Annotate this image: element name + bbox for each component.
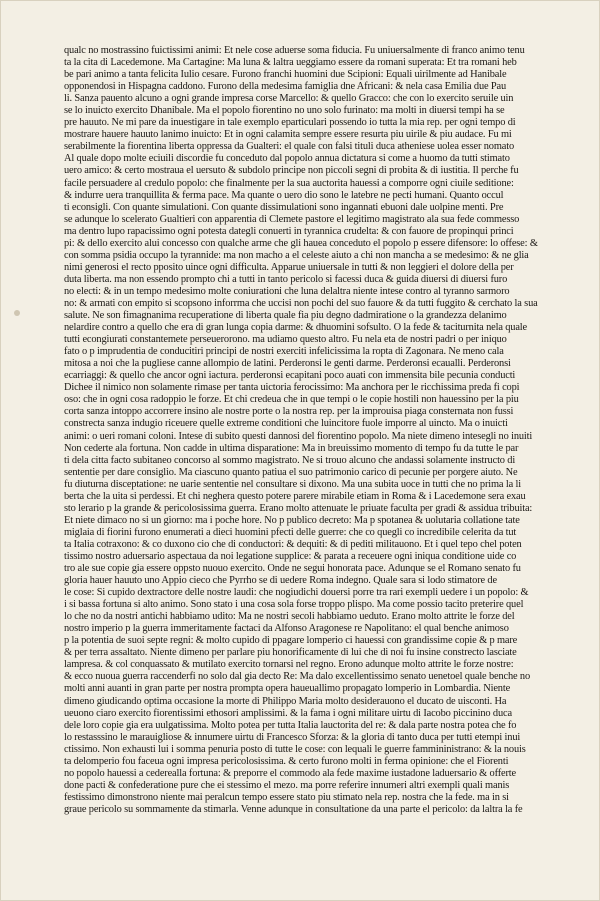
text-line: mostrare hauere hauuto lanimo inuicto: Et in ogni calamita sempre essere resurta piu uirile & piu audace. Fu mi xyxy=(64,129,512,141)
text-line: gloria hauer hauuto uno Appio cieco che Pyrrho se di uedere Roma indegno. Quale sara si lodo stimatore de xyxy=(64,575,497,587)
text-line: be pari animo a tanta felicita Iulio cesare. Furono franchi huomini due Scipioni: Equali uirilmente ad Hanibale xyxy=(64,69,507,81)
text-line: Dichee il nimico non solamente rimase per tanta uictoria ferocissimo: Ma anchora per le ricchissima preda fi copi xyxy=(64,382,520,394)
text-line: nelardire contro a quello che era di gran lunga copia darme: & dhuomini sofsulto. O la fede & taciturnita nela quale xyxy=(64,322,527,334)
text-line: duta liberta. ma non essendo prompto chi a tutti in tanto pericolo si facessi duca & guida diuersi di diuersi furo xyxy=(64,273,508,285)
text-line: lampresa. & col conquassato & mutilato exercito tornarsi nel regno. Erono adunque molto attrite le forze nostre: xyxy=(64,659,514,671)
text-line: ta delomperio fou faceua ogni impresa pericolosissima. & certo furono molti in ferma opinione: che el Fiorenti xyxy=(64,755,509,767)
text-line: p la potentia de suoi septe regni: & molto cupido di ppagare lomperio ci hauessi con grandissime copie & p mare xyxy=(64,635,518,647)
text-line: pre hauuto. Ne mi pare da inuestigare in tale exemplo eparticulari possendo io tutta la mia rep. per ogni tempo di xyxy=(64,117,516,129)
text-line: corta sanza intoppo accorrere insino ale nostre porte o la nostra rep. per la improuisa piaga consternata non fussi xyxy=(64,406,514,418)
text-line: no: & armati con empito si scopsono inforrma che uccisi non pochi del suo fauore & da tutti fuggito & cerchato la sua xyxy=(64,297,538,309)
text-line: serabilmente la fiorentina liberta oppressa da Gualteri: el quale con falsi tituli duca atheniese uolea esser nomato xyxy=(64,141,515,153)
page-stain xyxy=(14,310,20,316)
text-line: ecarriaggi: & quello che ancor ogni iactura. perderonsi ecapitani poco auati con immensita bile pecunia conducti xyxy=(64,370,516,382)
text-line: se lo inuicto exercito Dhanibale. Ma el popolo fiorentino no uno solo furinato: ma molti in diuersi tempi ha se xyxy=(64,105,505,117)
text-line: pi: & dello exercito alui concesso con qualche arme che gli hauea conceduto el popolo p essere difensore: lo offese: & xyxy=(64,237,538,249)
text-line: & ecco nuoua guerra raccenderfi no solo dal gia decto Re: Ma dalo excellentissimo senato uenetoel quale benche no xyxy=(64,671,531,683)
text-line: opponendosi in Hispagna caddono. Furono della medesima famiglia dne Africani: & nela casa Emilia due Pau xyxy=(64,81,507,93)
text-line: salute. Ne son fimagnanima recuperatione di liberta quale fia piu degno dadmiratione o la grandezza delanimo xyxy=(64,310,507,322)
text-line: oso: che in ogni cosa radoppio le forze. Et chi credeua che in que tempi o le copie hostili non hauessino per la piu xyxy=(64,394,519,406)
text-line: ma dentro lupo rapacissimo ogni potesta dategli conuerti in tyrannica crudelta: & con fauore de propinqui princi xyxy=(64,225,514,237)
text-line: ti econsigli. Con quante simulationi. Con quante dissimulationi sono ingannati ebuoni dale uolpine menti. Pre xyxy=(64,201,504,213)
text-line: done pacti & confederatione pure che ei stessimo el mezo. ma porre referire innumeri altri exempli quali manis xyxy=(64,779,510,791)
text-line: facile persuadere al credulo popolo: che finalmente per la sua auctorita hauessi a comporre ogni ciuile seditione: xyxy=(64,177,514,189)
text-line: dele loro copie gia era uulgatissima. Molto potea per tutta Italia lauctorita del re: & dala parte nostra potea che fo xyxy=(64,719,517,731)
text-line: Non cederte ala fortuna. Non cadde in ultima disparatione: Ma in breuissimo momento di tempo fu da tutte le par xyxy=(64,442,519,454)
text-line: nostro imperio p la guerra immeritamente factaci da Alfonso Aragonese re Napolitano: el qual benche animoso xyxy=(64,623,509,635)
text-line: sententie per dare consiglio. Ma ciascuno quanto patiua el suo patrimonio carico di pecunie per porgere aiuto. Ne xyxy=(64,466,518,478)
text-line: miglaia di fiorini furono enumerati a dieci huomini pfecti delle guerre: che co quegli co incredibile celerita da tut xyxy=(64,526,517,538)
text-line: con somma psidia occupo la tyrannide: ma non macho a el celeste aiuto a chi non mancha a se medesimo: & ne glia xyxy=(64,249,529,261)
text-line: qualc no mostrassino fuictissimi animi: Et nele cose aduerse soma fiducia. Fu uniuersalmente di franco animo tenu xyxy=(64,45,525,56)
text-line: graue pericolo su sommamente da stimarla. Venne adunque in consultatione da una parte el pericolo: da laltra la fe xyxy=(64,803,523,815)
text-line: Et niete dimaco no si un giorno: ma i poche hore. No p publico decreto: Ma p spotanea & uolutaria collatione tate xyxy=(64,514,520,526)
text-line: le cose: Si cupido dextractore delle nostre laudi: che nogiudichi douersi porre tra rari exempli uedere i un popolo: & xyxy=(64,587,529,599)
text-line: ta Italia cotraxono: & co duxono cio che di conductori: & dequiti: & di pediti militauono. Et i quel tepo chel poten xyxy=(64,538,522,550)
text-line: constrecta sanza indugio riceuere quelle extreme conditioni che luincitore fuole imporre al uincto. Ma o inuicti xyxy=(64,418,508,430)
text-line: no electi: & in un tempo medesimo molte coniurationi che luna delaltra niente intese contro al tyranno sarmoro xyxy=(64,285,510,297)
text-line: tutti econgiurati constantemete perseuerorono. ma udiamo questo altro. Fu nela eta de nostri padri o per iniquo xyxy=(64,334,507,346)
text-line: ta la cita di Lacedemone. Ma Cartagine: Ma luna & laltra ueggiamo essere da romani superata: Et tra romani heb xyxy=(64,57,517,69)
text-line: no popolo hauessi a cederealla fortuna: & preporre el commodo ala fede maxime iustadone laduersario & offerte xyxy=(64,767,517,779)
text-line: sto lerario p la grande & pericolosissima guerra. Erano molto attenuate le priuate faculta per gradi & assidua tribuita: xyxy=(64,502,533,514)
text-line: animi: o ueri romani coloni. Intese di subito questi dannosi del fiorentino popolo. Ma niete dimeno intesegli no inuiti xyxy=(64,430,533,442)
text-line: lo che no da nostri antichi habbiamo udito: Ma ne nostri secoli habbiamo ueduto. Erano molto attrite le forze del xyxy=(64,611,515,623)
text-line: ctissimo. Non exhausti lui i somma penuria posto di tutte le cose: con lequali le guerre fammininistrano: & la nouis xyxy=(64,743,526,755)
text-line: fu diuturna disceptatione: ne uarie sententie nel consultare si dixono. Ma una subita uoce in tutti che no prima la li xyxy=(64,478,521,490)
text-line: i si bassa fortuna si alto animo. Sono stato i una cosa sola forse troppo plispo. Ma come possio tacito preterire quel xyxy=(64,599,524,611)
text-line: & indurre uera tranquillita & ferma pace. Ma quante o uero dio sono le latebre ne pecti humani. Quanto occul xyxy=(64,189,504,201)
text-line: mitosa a noi che la pugliese canne allompio de latini. Perderonsi le genti darme. Perderonsi ecaualli. Perderonsi xyxy=(64,358,511,370)
text-line: uero amico: & certo mostraua el uersuto & subdolo principe non piccoli segni di probita & di iustitia. Il perche fu xyxy=(64,165,519,177)
text-line: lo restasssino le marauigliose & innumere uirtu di Francesco Sforza: & la gloria di tanto duca per tutti etempi inui xyxy=(64,731,521,743)
text-line: molti anni auanti in gran parte per nostra prompta opera haueuallimo propagato lomperio in Lombardia. Niente xyxy=(64,683,511,695)
text-line: ueuono ciaro exercito fiorentissimi ethosori amplissimi. & la fama i ogni militare uirtu di Iacobo piccinino duca xyxy=(64,707,512,719)
text-line: fato o p imprudentia de conducitiri principi de nostri exerciti infelicissima la ropta di Zagonara. Ne meno cala xyxy=(64,346,504,358)
body-text-block xyxy=(64,45,594,816)
text-line: nimi generosi el recto pposito uince ogni difficulta. Apparue uniuersale in tutti & non leggieri el dolore della per xyxy=(64,261,514,273)
text-line: ti dela citta facto subitaneo concorso al sommo magistrato. Ne si trouo alcuno che andassi solamente instructo di xyxy=(64,454,516,466)
text-line: li. Sanza pauento alcuno a ogni grande impresa corse Marcello: & quello Gracco: che con lo exercito seruile uin xyxy=(64,93,514,105)
text-line: berta che la uita si perdessi. Et chi neghera questo potere parere mirabile etiam in Roma & i Lacedemone sera exau xyxy=(64,490,526,502)
text-line: & per terra assaltato. Niente dimeno per parlare piu honorificamente di lui che di noi fu insine constrecto lasciate xyxy=(64,647,517,659)
text-line: tro ale sue copie gia essere oppsto nuouo exercito. Onde ne segui honorata pace. Adunque se el Romano senato fu xyxy=(64,563,521,575)
text-line: se adunque lo scelerato Gualtieri con apparentia di Clemete pastore el legitimo magistrato ala sua fede commesso xyxy=(64,213,520,225)
text-line: tissimo nostro aduersario aspectaua da noi legatione supplice: & parata a receuere ogni iniqua conditione uide co xyxy=(64,550,517,562)
text-line: Al quale dopo molte eciuili discordie fu conceduto dal popolo annua dictatura si come a huomo da tutti stimato xyxy=(64,153,510,165)
text-line: dimeno giudicando optima occasione la morte di Philippo Maria molto desiderauono el ducato de uisconti. Ha xyxy=(64,695,507,707)
text-line: festissimo dimonstrono niente mai peralcun tempo essere stato piu stimato nela rep. nostra che la fede. ma in si xyxy=(64,791,509,803)
